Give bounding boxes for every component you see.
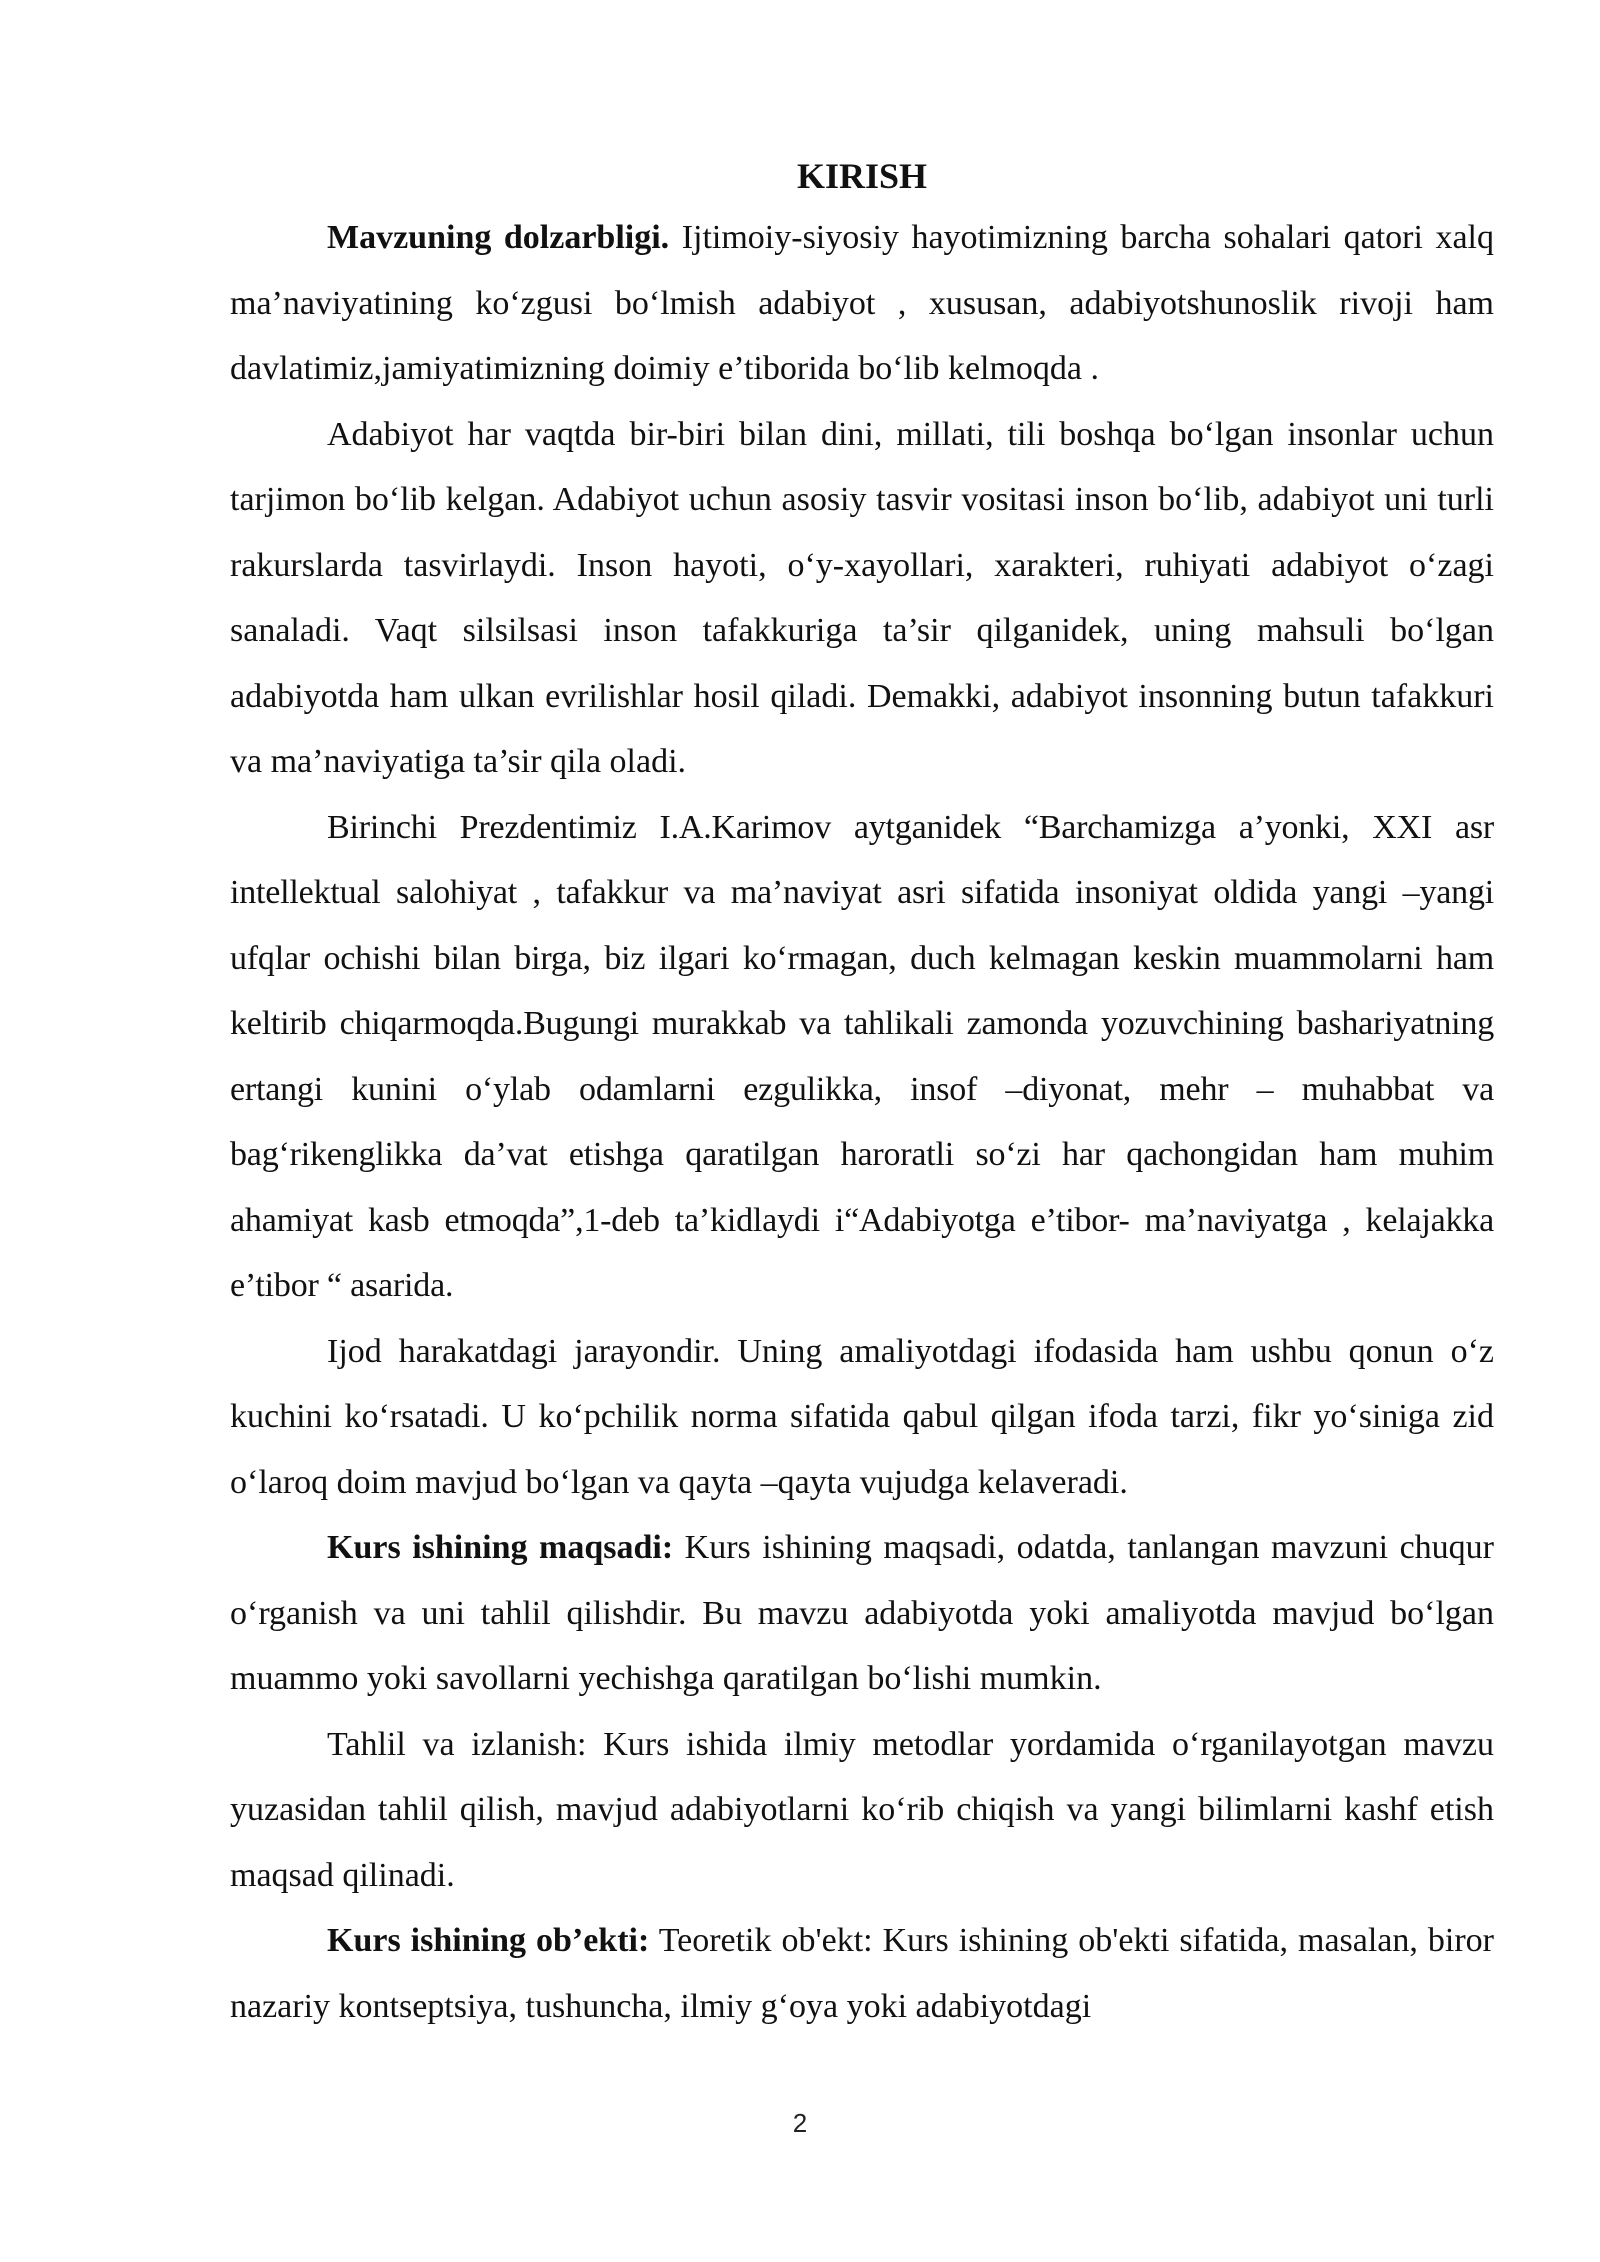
- paragraph-literature: [230, 402, 1494, 795]
- paragraph-relevance: [230, 205, 1494, 402]
- paragraph-goal: [230, 1515, 1494, 1712]
- paragraph-text: Birinchi Prezdentimiz I.A.Karimov aytganidek “Barchamizga a’yonki, XXI asr intellektual salohiyat , tafakkur va ma’naviyat asri sifatida insoniyat oldida yangi –yangi ufqlar ochishi bilan birga, biz ilgari ko‘rmagan, duch kelmagan keskin muammolarni ham keltirib chiqarmoqda.Bugungi murakkab va tahlikali zamonda yozuvchining bashariyatning ertangi kunini o‘ylab odamlarni ezgulikka, insof –diyonat, mehr – muhabbat va bag‘rikenglikka da’vat etishga qaratilgan haroratli so‘zi har qachongidan ham muhim ahamiyat kasb etmoqda”,1-deb ta’kidlaydi i“Adabiyotga e’tibor- ma’naviyatga , kelajakka e’tibor “ asarida.: [230, 808, 1494, 1304]
- paragraph-text: Tahlil va izlanish: Kurs ishida ilmiy metodlar yordamida o‘rganilayotgan mavzu yuzasidan tahlil qilish, mavjud adabiyotlarni ko‘rib chiqish va yangi bilimlarni kashf etish maqsad qilinadi.: [230, 1725, 1494, 1894]
- paragraph-text: Adabiyot har vaqtda bir-biri bilan dini, millati, tili boshqa bo‘lgan insonlar uchun tarjimon bo‘lib kelgan. Adabiyot uchun asosiy tasvir vositasi inson bo‘lib, adabiyot uni turli rakurslarda tasvirlaydi. Inson hayoti, o‘y-xayollari, xarakteri, ruhiyati adabiyot o‘zagi sanaladi. Vaqt silsilsasi inson tafakkuriga ta’sir qilganidek, uning mahsuli bo‘lgan adabiyotda ham ulkan evrilishlar hosil qiladi. Demakki, adabiyot insonning butun tafakkuri va ma’naviyatiga ta’sir qila oladi.: [230, 415, 1494, 780]
- page-title: KIRISH: [796, 156, 928, 196]
- paragraph-text: Ijod harakatdagi jarayondir. Uning amaliyotdagi ifodasida ham ushbu qonun o‘z kuchini ko‘rsatadi. U ko‘pchilik norma sifatida qabul qilgan ifoda tarzi, fikr yo‘siniga zid o‘laroq doim mavjud bo‘lgan va qayta –qayta vujudga kelaveradi.: [230, 1332, 1494, 1501]
- page-content: [230, 147, 1494, 2039]
- paragraph-lead: Mavzuning dolzarbligi.: [327, 219, 670, 256]
- paragraph-text: Kurs ishining maqsadi, odatda, tanlangan mavzuni chuqur o‘rganish va uni tahlil qilishdir. Bu mavzu adabiyotda yoki amaliyotda mavjud bo‘lgan muammo yoki savollarni yechishga qaratilgan bo‘lishi mumkin.: [230, 1529, 1494, 1697]
- paragraph-analysis: [230, 1712, 1494, 1909]
- paragraph-quote: [230, 795, 1494, 1319]
- paragraph-lead: Kurs ishining maqsadi:: [327, 1529, 674, 1566]
- paragraph-creation: [230, 1319, 1494, 1516]
- page-number: 2: [792, 2108, 808, 2138]
- paragraph-text: Teoretik ob'ekt: Kurs ishining ob'ekti sifatida, masalan, biror nazariy kontseptsiya, tushuncha, ilmiy g‘oya yoki adabiyotdagi: [230, 1922, 1494, 2025]
- paragraph-object: [230, 1908, 1494, 2039]
- paragraph-lead: Kurs ishining ob’ekti:: [327, 1922, 650, 1959]
- paragraph-text: Ijtimoiy-siyosiy hayotimizning barcha sohalari qatori xalq ma’naviyatining ko‘zgusi bo‘lmish adabiyot , xususan, adabiyotshunoslik rivoji ham davlatimiz,jamiyatimizning doimiy e’tiborida bo‘lib kelmoqda .: [230, 219, 1495, 387]
